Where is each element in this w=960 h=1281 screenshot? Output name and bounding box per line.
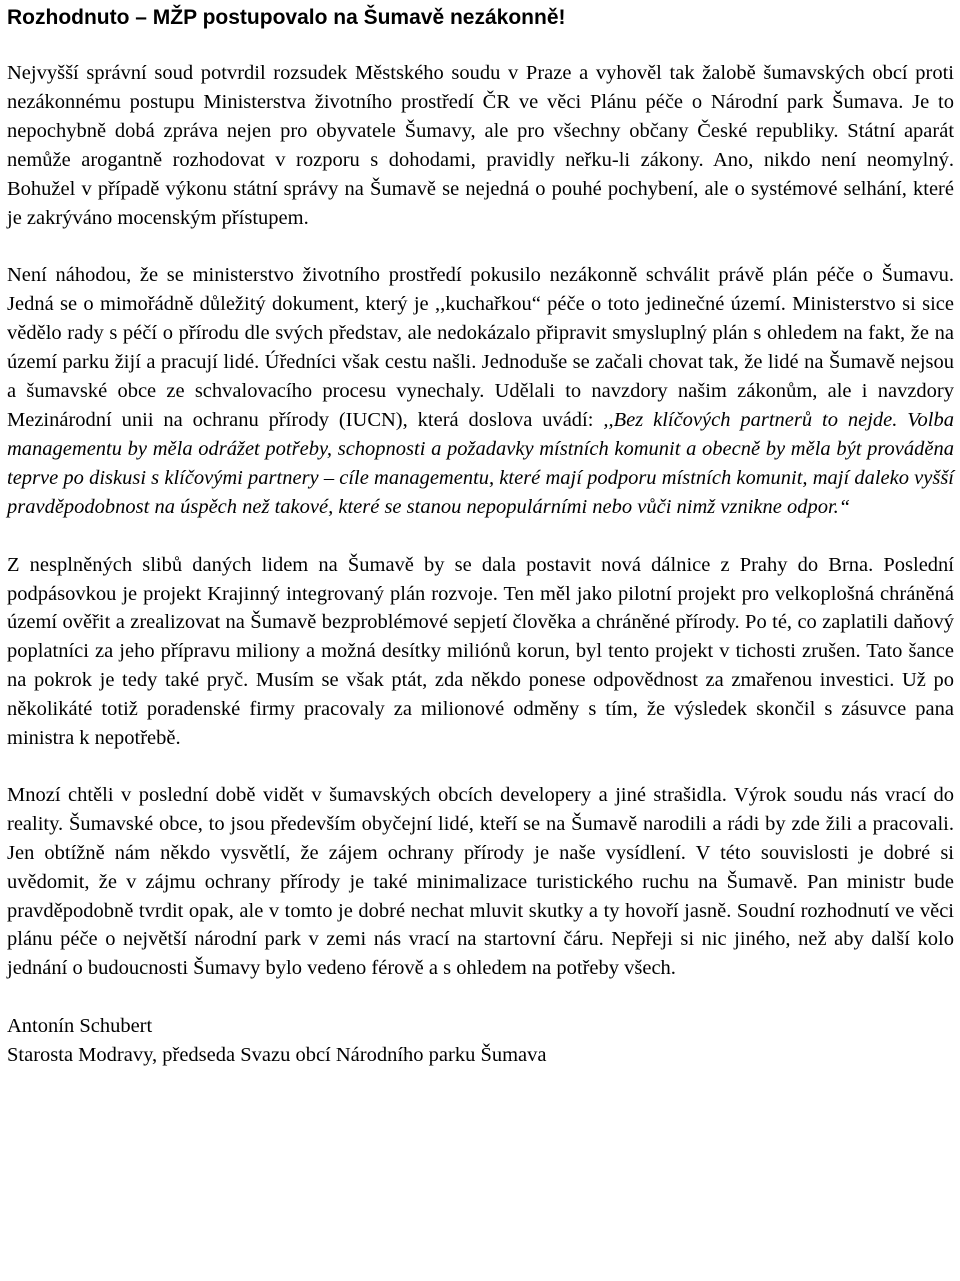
page-title: Rozhodnuto – MŽP postupovalo na Šumavě nezákonně! xyxy=(7,6,566,29)
signature-block xyxy=(7,1012,954,1070)
signature-role: Starosta Modravy, předseda Svazu obcí Národního parku Šumava xyxy=(7,1044,547,1067)
paragraph-1-sentence-1: Nejvyšší správní soud potvrdil rozsudek Městského soudu v Praze a vyhověl tak žalobě šumavských obcí proti nezákonnému postupu Ministerstva životního prostředí ČR ve věci Plánu péče o Národní park Šumava. xyxy=(7,62,954,113)
paragraph-1-sentence-2: Je to nepochybně dobá zpráva nejen pro obyvatele Šumavy, ale pro všechny občany České republiky. xyxy=(7,90,954,142)
paragraph-3: Z nesplněných slibů daných lidem na Šumavě by se dala postavit nová dálnice z Prahy do Brna. Poslední podpásovkou je projekt Krajinný integrovaný plán rozvoje. Ten měl jako pilotní projekt pro velkoplošná chráněná území ověřit a zrealizovat na Šumavě bezproblémové sepjetí člověka a chráněné přírody. Po té, co zaplatili daňový poplatníci za jeho přípravu miliony a možná desítky miliónů korun, byl tento projekt v tichosti zrušen. Tato šance na pokrok je tedy také pryč. Musím se však ptát, zda někdo ponese odpovědnost za zmařenou investici. Už po několikáté totiž poradenské firmy pracovaly za milionové odměny s tím, že výsledek skončil s zásuvce pana ministra k nepotřebě. xyxy=(7,553,954,750)
paragraph-2 xyxy=(7,261,954,521)
signature-name: Antonín Schubert xyxy=(7,1015,153,1038)
paragraph-1-sentence-3: Státní aparát nemůže arogantně rozhodovat v rozporu s dohodami, pravidly neřku-li zákony. Ano, nikdo není neomylný. Bohužel v případě výkonu státní správy na Šumavě se nejedná o pouhé pochybení, ale o systémové selhání, které je zakrýváno mocenským přístupem. xyxy=(7,119,955,229)
paragraph-2-text: Není náhodou, že se ministerstvo životního prostředí pokusilo nezákonně schválit právě plán péče o Šumavu. Jedná se o mimořádně důležitý dokument, který je ,,kuchařkou“ péče o toto jedinečné území. Ministerstvo si sice vědělo rady s péčí o přírodu dle svých představ, ale nedokázalo připravit smysluplný plán s ohledem na fakt, že na území parku žijí a pracují lidé. Úředníci však cestu našli. Jednoduše se začali chovat tak, že lidé na Šumavě nejsou a šumavské obce ze schvalovacího procesu vynechaly. Udělali to navzdory našim zákonům, ale i navzdory Mezinárodní unii na ochranu přírody (IUCN), která doslova uvádí: xyxy=(7,264,954,431)
paragraph-4: Mnozí chtěli v poslední době vidět v šumavských obcích developery a jiné strašidla. Výrok soudu nás vrací do reality. Šumavské obce, to jsou především obyčejní lidé, kteří se na Šumavě narodili a rádi by zde žili a pracovali. Jen obtížně nám někdo vysvětlí, že zájem ochrany přírody je naše vysídlení. V této souvislosti je dobré si uvědomit, že v zájmu ochrany přírody je také minimalizace turistického ruchu na Šumavě. Pan ministr bude pravděpodobně tvrdit opak, ale v tomto je dobré nechat mluvit skutky a ty hovoří jasně. Soudní rozhodnutí ve věci plánu péče o největší národní park v zemi nás vrací na startovní čáru. Nepřeji si nic jiného, než aby další kolo jednání o budoucnosti Šumavy bylo vedeno férově a s ohledem na potřeby všech. xyxy=(7,783,954,980)
document-page xyxy=(7,0,954,1070)
paragraph-1 xyxy=(7,59,954,232)
iucn-quote: ,,Bez klíčových partnerů to nejde. Volba managementu by měla odrážet potřeby, schopnosti a požadavky místních komunit a obecně by měla být prováděna teprve po diskusi s klíčovými partnery – cíle managementu, které mají podporu místních komunit, mají daleko vyšší pravděpodobnost na úspěch než takové, které se stanou nepopulárními nebo vůči nimž vznikne odpor.“ xyxy=(7,408,954,518)
